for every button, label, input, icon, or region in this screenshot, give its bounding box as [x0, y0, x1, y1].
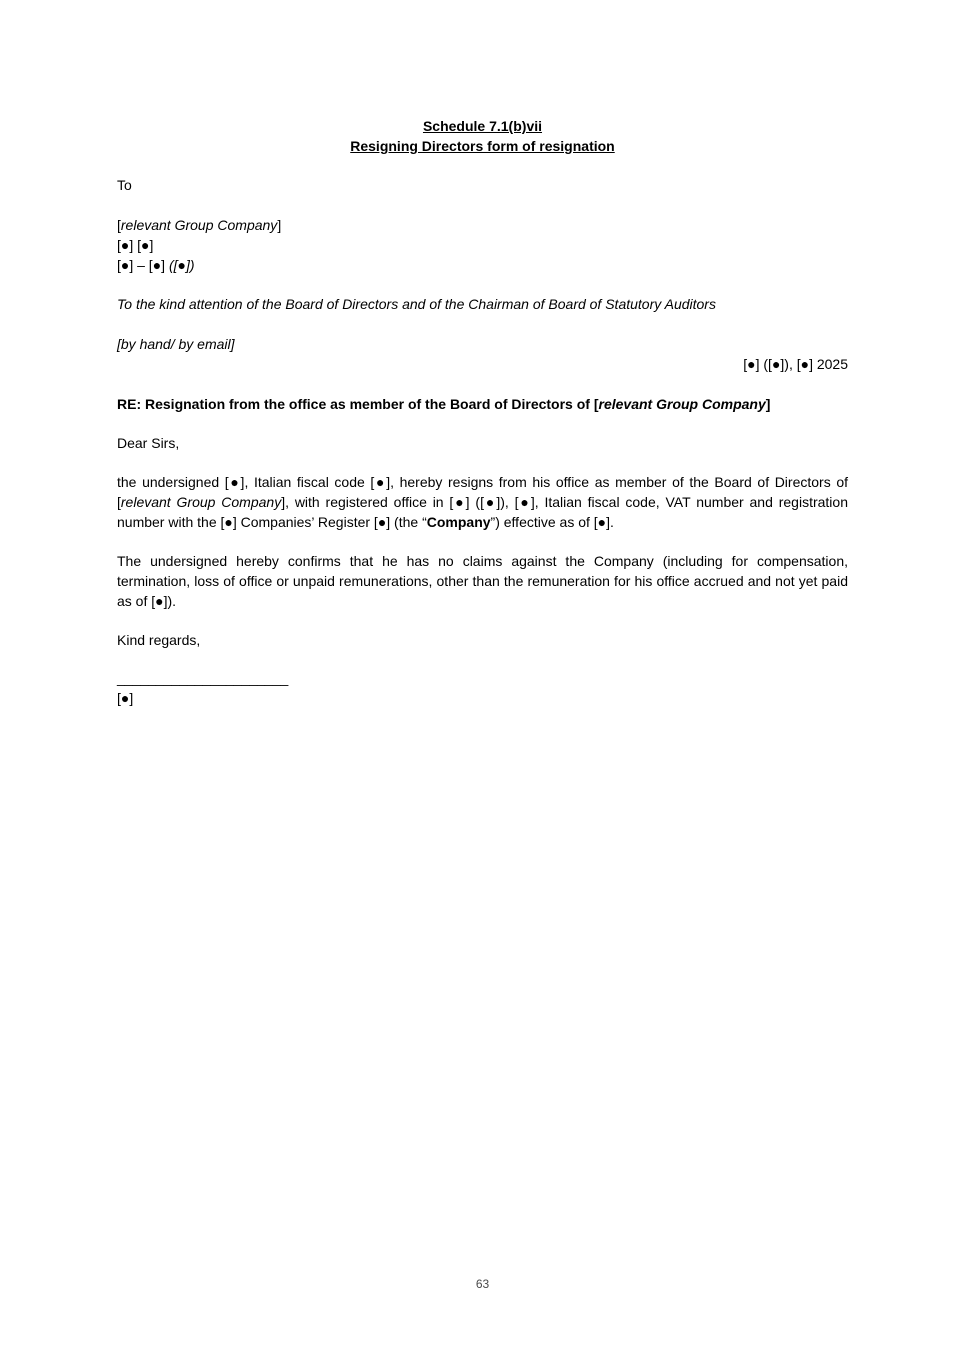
salutation: Dear Sirs,	[117, 435, 180, 451]
recipient-address-block	[117, 215, 848, 275]
delivery-method-line: [by hand/ by email]	[117, 336, 235, 352]
recipient-address-line3	[117, 255, 848, 275]
bracket-open: [	[117, 217, 121, 233]
to-label: To	[117, 177, 132, 193]
schedule-title	[117, 116, 848, 156]
body-paragraph-2: The undersigned hereby confirms that he has no claims against the Company (including for compensation, termination, loss of office or unpaid remunerations, other than the remuneration for his office accrued and not yet paid as of [●]).	[117, 553, 848, 609]
bracket-close: ]	[277, 217, 282, 233]
address-line3-plain: [●] – [●]	[117, 257, 169, 273]
recipient-company-name: relevant Group Company	[120, 217, 278, 233]
schedule-title-line1: Schedule 7.1(b)vii	[422, 118, 543, 134]
subject-suffix: ]	[765, 396, 771, 412]
signatory-placeholder: [●]	[117, 690, 134, 706]
recipient-address-line2: [●] [●]	[117, 237, 154, 253]
para1-company-name: relevant Group Company	[120, 494, 282, 510]
para1-part3: ”) effective as of [●].	[490, 514, 614, 530]
body-paragraph-1	[117, 472, 848, 532]
para1-part1: the undersigned [●], Italian fiscal code [●], hereby resigns from his office as member of the Board of Directors of [	[117, 474, 848, 510]
closing: Kind regards,	[117, 632, 201, 648]
attention-line: To the kind attention of the Board of Directors and of the Chairman of Board of Statutory Auditors	[117, 296, 716, 312]
date-line: [●] ([●]), [●] 2025	[743, 356, 848, 372]
signature-line: ______________________	[117, 670, 289, 686]
page-number: 63	[475, 1277, 490, 1291]
subject-company-name: relevant Group Company	[598, 396, 766, 412]
para1-defined-term: Company	[426, 514, 491, 530]
address-line3-italic: ([●])	[168, 257, 195, 273]
subject-line	[117, 394, 848, 414]
recipient-company-line	[117, 215, 848, 235]
schedule-title-line2: Resigning Directors form of resignation	[350, 138, 615, 154]
para1-part2: ], with registered office in [●] ([●]), [●], Italian fiscal code, VAT number and registration number with the [●] Companies’ Register [●] (the “	[117, 494, 848, 530]
subject-prefix: RE: Resignation from the office as member of the Board of Directors of [	[117, 396, 599, 412]
